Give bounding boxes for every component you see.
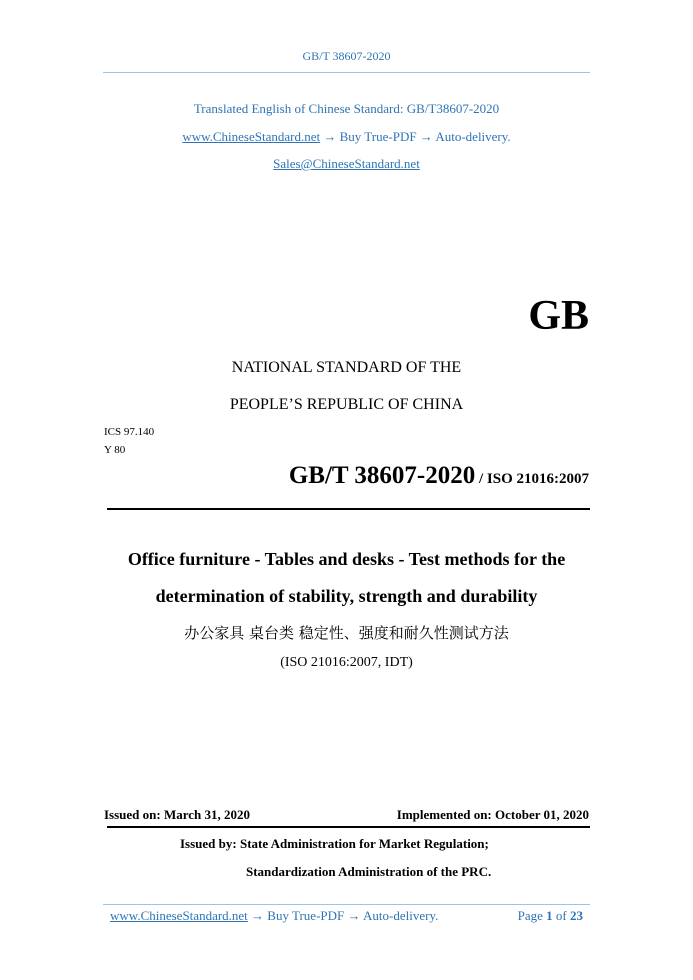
page-total: 23	[570, 908, 583, 923]
title-en-line-2: determination of stability, strength and durability	[155, 586, 538, 606]
footer-promo-text: → Buy True-PDF → Auto-delivery.	[247, 908, 439, 923]
standard-number: GB/T 38607-2020	[288, 462, 476, 489]
ics-code: ICS 97.140	[104, 426, 155, 438]
promo-site-link[interactable]: www.ChineseStandard.net	[182, 129, 321, 144]
national-standard-line-2: PEOPLE’S REPUBLIC OF CHINA	[229, 396, 464, 413]
footer-rule	[103, 904, 590, 905]
page-of: of	[552, 908, 570, 923]
sales-email-link[interactable]: Sales@ChineseStandard.net	[273, 156, 420, 171]
gb-logo: GB	[528, 293, 589, 339]
dates-rule	[107, 826, 590, 828]
standard-number-rule	[107, 508, 590, 510]
standard-number-line	[289, 462, 589, 490]
page-number	[518, 908, 583, 924]
page-current: 1	[546, 908, 553, 923]
promo-line-3	[0, 156, 693, 172]
issued-by-line-2: Standardization Administration of the PRC.	[246, 864, 492, 879]
page-label: Page	[517, 908, 547, 923]
iso-idt: (ISO 21016:2007, IDT)	[280, 655, 413, 670]
iso-equivalent: / ISO 21016:2007	[475, 471, 589, 487]
ccs-code: Y 80	[104, 444, 126, 456]
promo-line-2	[0, 129, 693, 145]
title-cn: 办公家具 桌台类 稳定性、强度和耐久性测试方法	[184, 624, 509, 642]
national-standard-line-1: NATIONAL STANDARD OF THE	[231, 359, 462, 376]
footer-site-link[interactable]: www.ChineseStandard.net	[110, 908, 248, 923]
promo-line-2-text: → Buy True-PDF → Auto-delivery.	[320, 129, 511, 144]
running-header: GB/T 38607-2020	[302, 49, 391, 63]
promo-line-1: Translated English of Chinese Standard: GB/T38607-2020	[193, 101, 500, 116]
title-en-line-1: Office furniture - Tables and desks - Test methods for the	[127, 549, 566, 569]
implemented-on-date: Implemented on: October 01, 2020	[396, 807, 589, 822]
issued-on-date: Issued on: March 31, 2020	[104, 807, 251, 822]
issued-by-line-1: Issued by: State Administration for Market Regulation;	[180, 836, 489, 851]
footer-promo	[110, 908, 438, 924]
header-rule	[103, 72, 590, 73]
